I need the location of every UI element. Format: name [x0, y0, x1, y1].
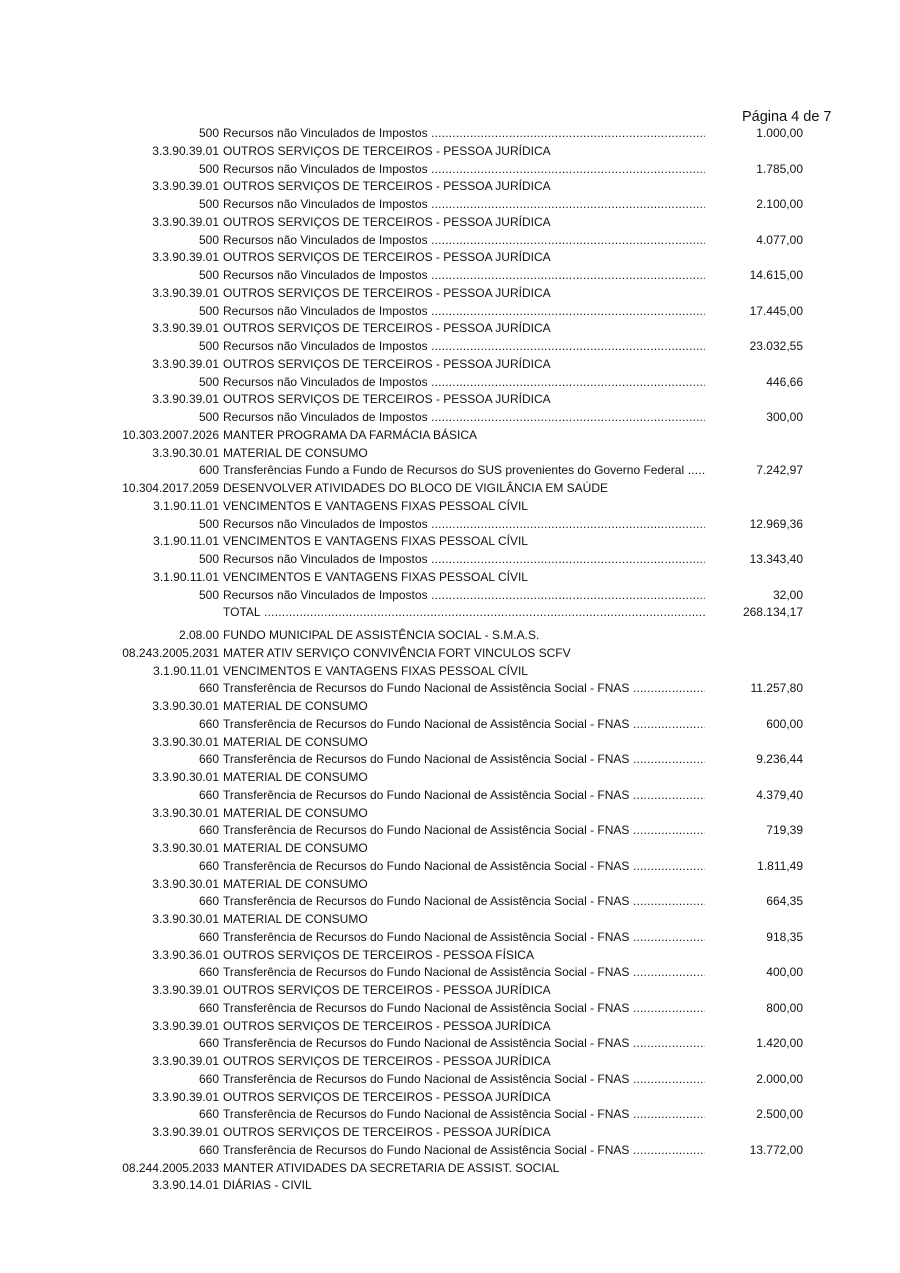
row-code: 500 [198, 161, 219, 176]
report-line-item [0, 1035, 900, 1053]
row-code: 660 [198, 787, 219, 802]
row-amount: 800,00 [766, 1000, 803, 1015]
report-heading-row [0, 947, 900, 965]
row-code: 3.3.90.39.01 [152, 983, 219, 997]
row-description: OUTROS SERVIÇOS DE TERCEIROS - PESSOA JURÍDICA [223, 983, 551, 997]
row-amount: 1.000,00 [756, 126, 803, 140]
budget-report-table [0, 125, 900, 1195]
report-heading-row [0, 645, 900, 663]
row-description: Transferência de Recursos do Fundo Nacional de Assistência Social - FNAS ..... [223, 822, 705, 840]
report-heading-row [0, 982, 900, 1000]
row-description: VENCIMENTOS E VANTAGENS FIXAS PESSOAL CÍVIL [223, 569, 528, 584]
report-heading-row [0, 840, 900, 858]
row-code: 3.3.90.30.01 [152, 770, 219, 784]
row-description: MATERIAL DE CONSUMO [223, 841, 368, 855]
report-line-item [0, 822, 900, 840]
row-description: OUTROS SERVIÇOS DE TERCEIROS - PESSOA JURÍDICA [223, 250, 551, 265]
row-code: 500 [198, 232, 219, 247]
row-code: 500 [198, 587, 219, 602]
report-line-item [0, 232, 900, 250]
row-description: Transferência de Recursos do Fundo Nacional de Assistência Social - FNAS ..... [223, 1071, 705, 1089]
row-amount: 268.134,17 [742, 605, 803, 620]
row-amount: 23.032,55 [749, 339, 803, 353]
row-description: OUTROS SERVIÇOS DE TERCEIROS - PESSOA JURÍDICA [223, 214, 551, 229]
row-code: 500 [198, 374, 219, 389]
report-line-item [0, 858, 900, 876]
report-heading-row [0, 480, 900, 498]
report-heading-row [0, 734, 900, 752]
row-description: Transferência de Recursos do Fundo Nacional de Assistência Social - FNAS ..... [223, 680, 705, 698]
row-description: Recursos não Vinculados de Impostos ..... [223, 232, 705, 250]
row-description: Recursos não Vinculados de Impostos ..... [223, 161, 705, 179]
row-description: MANTER PROGRAMA DA FARMÁCIA BÁSICA [223, 427, 478, 442]
row-amount: 4.077,00 [756, 232, 803, 247]
report-line-item [0, 604, 900, 622]
row-code: 3.3.90.39.01 [152, 1054, 219, 1068]
report-line-item [0, 338, 900, 356]
row-description: MATERIAL DE CONSUMO [223, 912, 368, 926]
row-amount: 32,00 [772, 587, 803, 602]
row-code: 500 [198, 516, 219, 531]
page-number: Página 4 de 7 [742, 109, 832, 125]
row-code: 08.243.2005.2031 [122, 645, 219, 660]
report-heading-row [0, 498, 900, 516]
row-amount: 9.236,44 [756, 752, 803, 767]
row-description: VENCIMENTOS E VANTAGENS FIXAS PESSOAL CÍVIL [223, 534, 528, 549]
row-description: Transferência de Recursos do Fundo Nacional de Assistência Social - FNAS ..... [223, 1106, 705, 1124]
row-amount: 13.343,40 [749, 552, 803, 566]
row-code: 3.3.90.36.01 [152, 947, 219, 962]
row-description: Transferência de Recursos do Fundo Nacional de Assistência Social - FNAS ..... [223, 1142, 705, 1160]
report-heading-row [0, 143, 900, 161]
report-line-item [0, 303, 900, 321]
row-code: 10.304.2017.2059 [122, 481, 219, 495]
row-description: VENCIMENTOS E VANTAGENS FIXAS PESSOAL CÍVIL [223, 663, 528, 678]
report-line-item [0, 1142, 900, 1160]
report-heading-row [0, 1018, 900, 1036]
row-code: 3.3.90.30.01 [152, 734, 219, 749]
row-code: 3.3.90.39.01 [152, 321, 219, 336]
row-amount: 11.257,80 [750, 681, 803, 696]
report-line-item [0, 716, 900, 734]
row-code: 3.3.90.39.01 [152, 1018, 219, 1033]
row-code: 3.3.90.30.01 [152, 841, 219, 855]
row-description: Recursos não Vinculados de Impostos ..... [223, 267, 705, 285]
row-code: 2.08.00 [178, 628, 219, 642]
report-heading-row [0, 1089, 900, 1107]
report-heading-row [0, 320, 900, 338]
report-line-item [0, 929, 900, 947]
report-line-item [0, 964, 900, 982]
report-line-item [0, 516, 900, 534]
row-amount: 2.500,00 [756, 1107, 803, 1122]
report-heading-row [0, 876, 900, 894]
row-description: DESENVOLVER ATIVIDADES DO BLOCO DE VIGILÂNCIA EM SAÚDE [223, 481, 608, 495]
row-code: 660 [198, 752, 219, 767]
row-amount: 918,35 [766, 929, 803, 944]
row-amount: 17.445,00 [749, 303, 803, 318]
report-heading-row [0, 391, 900, 409]
row-code: 660 [198, 1000, 219, 1015]
row-amount: 1.785,00 [756, 161, 803, 176]
report-line-item [0, 462, 900, 480]
row-code: 3.3.90.39.01 [152, 356, 219, 371]
row-code: 500 [198, 339, 219, 353]
row-description: Transferência de Recursos do Fundo Nacional de Assistência Social - FNAS ..... [223, 1000, 705, 1018]
row-description: OUTROS SERVIÇOS DE TERCEIROS - PESSOA JURÍDICA [223, 321, 551, 336]
row-code: 3.1.90.11.01 [153, 663, 219, 678]
row-description: Transferência de Recursos do Fundo Nacional de Assistência Social - FNAS ..... [223, 893, 705, 911]
row-code: 660 [198, 929, 219, 944]
report-heading-row [0, 1124, 900, 1142]
row-amount: 14.615,00 [749, 268, 803, 282]
row-code: 660 [198, 858, 219, 873]
row-description: VENCIMENTOS E VANTAGENS FIXAS PESSOAL CÍVIL [223, 498, 528, 513]
row-code: 500 [198, 552, 219, 566]
row-amount: 300,00 [766, 410, 803, 424]
row-code: 10.303.2007.2026 [122, 427, 219, 442]
row-amount: 1.811,49 [757, 858, 803, 873]
report-heading-row [0, 427, 900, 445]
row-code: 3.3.90.30.01 [152, 805, 219, 820]
row-amount: 2.000,00 [756, 1071, 803, 1086]
row-description: Transferência de Recursos do Fundo Nacional de Assistência Social - FNAS ..... [223, 858, 705, 876]
row-code: 600 [198, 463, 219, 478]
row-description: Recursos não Vinculados de Impostos ..... [223, 338, 705, 356]
row-code: 3.3.90.30.01 [152, 699, 219, 713]
row-description: Recursos não Vinculados de Impostos ..... [223, 551, 705, 569]
row-code: 3.3.90.30.01 [152, 912, 219, 926]
report-line-item [0, 267, 900, 285]
row-description: MANTER ATIVIDADES DA SECRETARIA DE ASSIST. SOCIAL [223, 1160, 560, 1175]
row-code: 08.244.2005.2033 [122, 1160, 219, 1175]
report-line-item [0, 196, 900, 214]
row-description: Transferência de Recursos do Fundo Nacional de Assistência Social - FNAS ..... [223, 1035, 705, 1053]
report-heading-row [0, 769, 900, 787]
row-code: 3.3.90.39.01 [152, 285, 219, 300]
row-description: MATERIAL DE CONSUMO [223, 445, 368, 460]
row-code: 3.3.90.39.01 [152, 392, 219, 407]
row-code: 3.3.90.30.01 [152, 876, 219, 891]
row-code: 660 [198, 1107, 219, 1122]
row-code: 500 [198, 197, 219, 211]
row-description: Recursos não Vinculados de Impostos ..... [223, 409, 705, 427]
report-heading-row [0, 214, 900, 232]
row-description: Transferência de Recursos do Fundo Nacional de Assistência Social - FNAS ..... [223, 751, 705, 769]
report-heading-row [0, 356, 900, 374]
report-heading-row [0, 533, 900, 551]
report-heading-row [0, 1053, 900, 1071]
row-code: 3.3.90.39.01 [152, 1089, 219, 1104]
row-description: FUNDO MUNICIPAL DE ASSISTÊNCIA SOCIAL - S.M.A.S. [223, 628, 540, 642]
report-line-item [0, 551, 900, 569]
row-description: OUTROS SERVIÇOS DE TERCEIROS - PESSOA FÍSICA [223, 947, 534, 962]
report-heading-row [0, 911, 900, 929]
report-line-item [0, 787, 900, 805]
report-line-item [0, 587, 900, 605]
row-amount: 400,00 [766, 965, 803, 980]
report-heading-row [0, 627, 900, 645]
row-code: 3.3.90.39.01 [152, 179, 219, 194]
row-description: Transferência de Recursos do Fundo Nacional de Assistência Social - FNAS ..... [223, 716, 705, 734]
report-heading-row [0, 805, 900, 823]
row-code: 660 [198, 894, 219, 909]
report-heading-row [0, 445, 900, 463]
report-line-item [0, 1000, 900, 1018]
row-code: 500 [198, 303, 219, 318]
row-description: Transferência de Recursos do Fundo Nacional de Assistência Social - FNAS ..... [223, 964, 705, 982]
row-description: Transferência de Recursos do Fundo Nacional de Assistência Social - FNAS ..... [223, 929, 705, 947]
row-code: 660 [198, 965, 219, 980]
report-heading-row [0, 178, 900, 196]
report-heading-row [0, 1160, 900, 1178]
row-description: TOTAL ..... [223, 604, 705, 622]
row-description: OUTROS SERVIÇOS DE TERCEIROS - PESSOA JURÍDICA [223, 1054, 551, 1068]
report-line-item [0, 1106, 900, 1124]
row-code: 500 [198, 410, 219, 424]
row-description: DIÁRIAS - CIVIL [223, 1178, 312, 1193]
row-description: MATERIAL DE CONSUMO [223, 770, 368, 784]
report-line-item [0, 161, 900, 179]
report-line-item [0, 893, 900, 911]
report-heading-row [0, 249, 900, 267]
row-description: OUTROS SERVIÇOS DE TERCEIROS - PESSOA JURÍDICA [223, 392, 551, 407]
row-description: MATER ATIV SERVIÇO CONVIVÊNCIA FORT VINCULOS SCFV [223, 645, 571, 660]
row-description: OUTROS SERVIÇOS DE TERCEIROS - PESSOA JURÍDICA [223, 1018, 551, 1033]
row-description: Recursos não Vinculados de Impostos ..... [223, 303, 705, 321]
row-description: OUTROS SERVIÇOS DE TERCEIROS - PESSOA JURÍDICA [223, 143, 551, 158]
report-heading-row [0, 663, 900, 681]
row-code: 660 [198, 716, 219, 731]
row-description: OUTROS SERVIÇOS DE TERCEIROS - PESSOA JURÍDICA [223, 356, 551, 371]
row-code: 500 [198, 268, 219, 282]
row-description: OUTROS SERVIÇOS DE TERCEIROS - PESSOA JURÍDICA [223, 1089, 551, 1104]
row-amount: 1.420,00 [756, 1036, 803, 1051]
row-code: 660 [198, 1142, 219, 1157]
row-code: 3.1.90.11.01 [153, 569, 219, 584]
row-amount: 13.772,00 [749, 1142, 803, 1157]
row-code: 3.1.90.11.01 [153, 534, 219, 549]
row-description: OUTROS SERVIÇOS DE TERCEIROS - PESSOA JURÍDICA [223, 179, 551, 194]
report-line-item [0, 680, 900, 698]
report-heading-row [0, 698, 900, 716]
report-line-item [0, 125, 900, 143]
row-description: Recursos não Vinculados de Impostos ..... [223, 196, 705, 214]
row-amount: 600,00 [766, 716, 803, 731]
row-description: MATERIAL DE CONSUMO [223, 805, 368, 820]
report-line-item [0, 1071, 900, 1089]
row-code: 3.3.90.39.01 [152, 250, 219, 265]
row-amount: 664,35 [766, 894, 803, 909]
report-line-item [0, 374, 900, 392]
row-code: 3.3.90.39.01 [152, 214, 219, 229]
row-amount: 719,39 [766, 823, 803, 838]
row-code: 660 [198, 823, 219, 838]
report-line-item [0, 751, 900, 769]
row-code: 3.3.90.39.01 [152, 1125, 219, 1139]
row-code: 3.3.90.39.01 [152, 143, 219, 158]
row-description: MATERIAL DE CONSUMO [223, 734, 368, 749]
report-heading-row [0, 1177, 900, 1195]
row-code: 3.1.90.11.01 [153, 498, 219, 513]
row-code: 500 [198, 126, 219, 140]
row-description: OUTROS SERVIÇOS DE TERCEIROS - PESSOA JURÍDICA [223, 1125, 551, 1139]
row-description: Recursos não Vinculados de Impostos ..... [223, 374, 705, 392]
row-description: Recursos não Vinculados de Impostos ..... [223, 587, 705, 605]
row-description: Transferência de Recursos do Fundo Nacional de Assistência Social - FNAS ..... [223, 787, 705, 805]
report-heading-row [0, 569, 900, 587]
row-code: 3.3.90.14.01 [152, 1178, 219, 1193]
row-amount: 2.100,00 [756, 197, 803, 211]
row-description: MATERIAL DE CONSUMO [223, 876, 368, 891]
row-code: 3.3.90.30.01 [152, 445, 219, 460]
row-description: Transferências Fundo a Fundo de Recursos do SUS provenientes do Governo Federal ..... [223, 462, 705, 480]
row-description: MATERIAL DE CONSUMO [223, 699, 368, 713]
row-amount: 4.379,40 [756, 787, 803, 802]
row-amount: 7.242,97 [756, 463, 803, 478]
row-code: 660 [198, 681, 219, 696]
row-amount: 446,66 [766, 374, 803, 389]
row-amount: 12.969,36 [749, 516, 803, 531]
row-description: Recursos não Vinculados de Impostos ..... [223, 125, 705, 143]
row-code: 660 [198, 1036, 219, 1051]
report-heading-row [0, 285, 900, 303]
report-line-item [0, 409, 900, 427]
row-description: OUTROS SERVIÇOS DE TERCEIROS - PESSOA JURÍDICA [223, 285, 551, 300]
row-description: Recursos não Vinculados de Impostos ..... [223, 516, 705, 534]
row-code: 660 [198, 1071, 219, 1086]
